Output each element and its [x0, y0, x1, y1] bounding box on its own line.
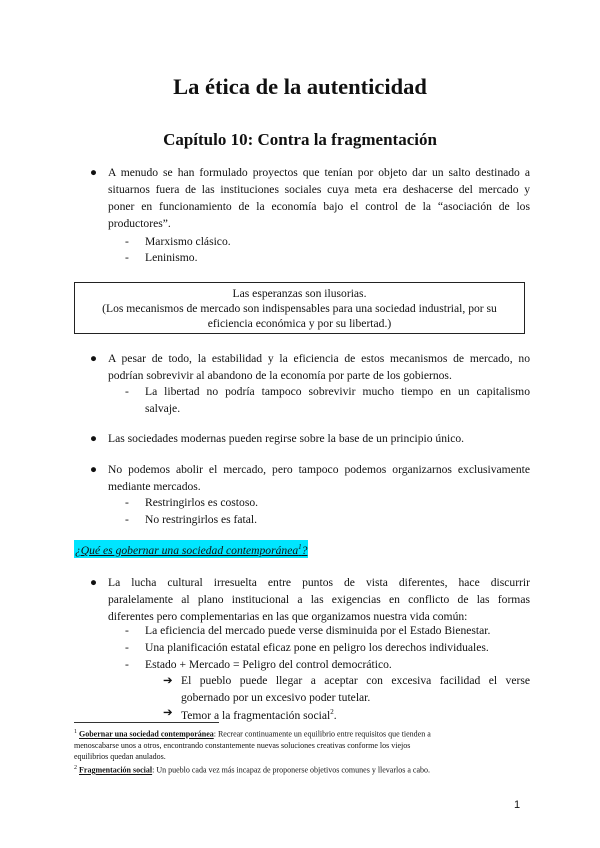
page-title: La ética de la autenticidad	[173, 74, 427, 99]
bullet-item	[90, 350, 530, 384]
bullet-item	[90, 430, 530, 447]
bullet-icon: ●	[90, 352, 98, 365]
bullet-icon: ●	[90, 463, 98, 476]
bullet-text: Las sociedades modernas pueden regirse sobre la base de un principio único.	[108, 432, 465, 445]
dash-icon: -	[125, 658, 129, 671]
footnote-2: $^2$ Fragmentación social: Un pueblo cada vez más incapaz de proponerse objetivos comunes y llevarlos a cabo.	[74, 765, 431, 775]
bullet-item	[90, 164, 530, 232]
dash-icon: -	[125, 235, 129, 248]
bullet-text: A menudo se han formulado proyectos que tenían por objeto dar un salto destinado a situarnos fuera de las instituciones sociales cuya meta era deshacerse del mercado y poner en funcionamiento de la economía bajo el control de la “asociación de los productores”.	[108, 166, 530, 230]
dash-icon: -	[125, 496, 129, 509]
bullet-text: La lucha cultural irresuelta entre puntos de vista diferentes, hace discurrir paralelamente al plano institucional a las exigencias en conflicto de las formas diferentes pero complementarias en las que organizamos nuestra vida común:	[108, 576, 530, 623]
page-number: 1	[514, 799, 521, 811]
document-page: La ética de la autenticidad Capítulo 10: Contra la fragmentación ● A menudo se han formulado proyectos que tenían por objeto dar un salto destinado a situarnos fuera de las instituciones sociales cuya meta era deshacerse del mercado y poner en funcionamiento de la economía bajo el control de la “asociación de los productores”. - Marxismo clásico. - Leninismo. Las esperanzas son ilusorias. (Los mecanismos de mercado son indispensables para una sociedad industrial, por su eficiencia económica y por su libertad.) ● A pesar de todo, la estabilidad y la eficiencia de estos mecanismos de mercado, no podrían sobrevivir al abandono de la economía por parte de los gobiernos. - La libertad no podría tampoco sobrevivir mucho tiempo en un capitalismo salvaje. ● Las sociedades modernas pueden regirse sobre la base de un principio único. ● No podemos abolir el mercado, pero tampoco podemos organizarnos exclusivamente mediante mercados. - Restringirlos es costoso. - No restringirlos es fatal. ¿Qué es gobernar una sociedad contemporánea$^1$? ● La lucha cultural irresuelta entre puntos de vista diferentes, hace discurrir paralelamente al plano institucional a las exigencias en conflicto de las formas diferentes pero complementarias en las que organizamos nuestra vida común: - La eficiencia del mercado puede verse disminuida por el Estado Bienestar. - Una planificación estatal eficaz pone en peligro los derechos individuales. - Estado + Mercado = Peligro del control democrático. ➔ El pueblo puede llegar a aceptar con excesiva facilidad el verse gobernado por un excesivo poder tutelar. ➔ Temor a la fragmentación social$^2$. $^1$ Gobernar una sociedad contemporánea: Recrear continuamente un equilibrio entre requisitos que tienden a menoscabarse unos a otros, encontrando constantemente nuevas soluciones creativas conforme los viejos equilibrios quedan anulados. $^2$ Fragmentación social: Un pueblo cada vez más incapaz de proponerse objetivos comunes y llevarlos a cabo. 1	[0, 0, 600, 848]
dash-icon: -	[125, 624, 129, 637]
dash-icon: -	[125, 513, 129, 526]
chapter-heading: Capítulo 10: Contra la fragmentación	[163, 130, 437, 149]
footnote-1: $^1$ Gobernar una sociedad contemporánea: Recrear continuamente un equilibrio entre requisitos que tienden a menoscabarse unos a otros, encontrando constantemente nuevas soluciones creativas conforme los viejos equilibrios quedan anulados.	[74, 729, 431, 761]
highlight-box: Las esperanzas son ilusorias. (Los mecanismos de mercado son indispensables para una sociedad industrial, por su eficiencia económica y por su libertad.)	[74, 282, 525, 334]
bullet-icon: ●	[90, 576, 98, 589]
footnote-divider	[74, 722, 219, 723]
bullet-item	[90, 461, 530, 495]
arrow-right-icon: ➔	[163, 674, 173, 687]
footnote-ref: 2	[330, 708, 334, 716]
bullet-text: No podemos abolir el mercado, pero tampoco podemos organizarnos exclusivamente mediante mercados.	[108, 463, 530, 493]
dash-icon: -	[125, 641, 129, 654]
bullet-icon: ●	[90, 432, 98, 445]
bullet-item	[90, 574, 530, 625]
arrow-right-icon: ➔	[163, 706, 173, 719]
bullet-icon: ●	[90, 166, 98, 179]
footnote-ref: 1	[298, 543, 302, 551]
dash-icon: -	[125, 385, 129, 398]
question-heading: ¿Qué es gobernar una sociedad contemporánea$^1$?	[74, 540, 308, 558]
bullet-text: A pesar de todo, la estabilidad y la eficiencia de estos mecanismos de mercado, no podrían sobrevivir al abandono de la economía por parte de los gobiernos.	[108, 352, 530, 382]
dash-icon: -	[125, 251, 129, 264]
